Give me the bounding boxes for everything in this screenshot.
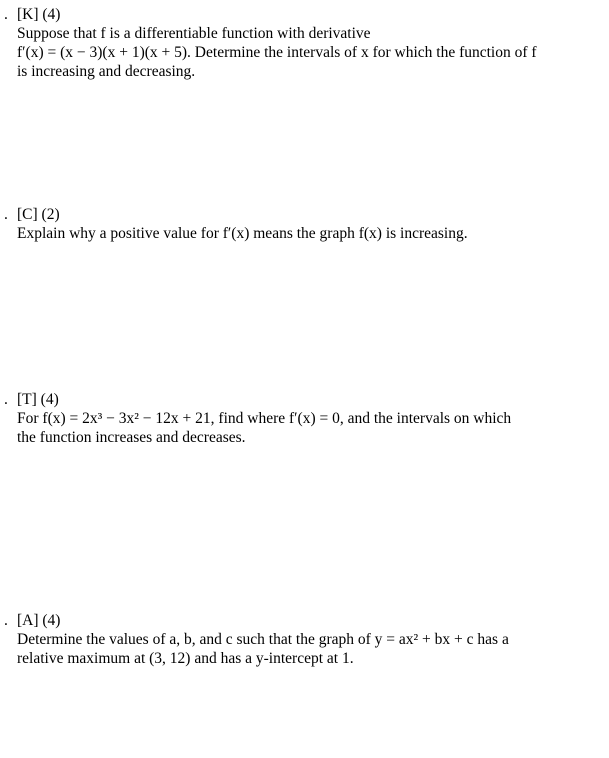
question-tag: [K] (4)	[17, 6, 61, 23]
question-tag: [T] (4)	[17, 391, 59, 408]
question-3	[0, 390, 600, 447]
question-tag: [A] (4)	[17, 612, 61, 629]
question-tag: [C] (2)	[17, 206, 60, 223]
question-text-line: the function increases and decreases.	[17, 429, 246, 446]
question-bullet: .	[4, 391, 8, 408]
question-text-line: f′(x) = (x − 3)(x + 1)(x + 5). Determine the intervals of x for which the function of f	[17, 44, 537, 61]
question-1	[0, 5, 600, 81]
question-4	[0, 611, 600, 668]
question-bullet: .	[4, 6, 8, 23]
question-text-line: Determine the values of a, b, and c such that the graph of y = ax² + bx + c has a	[17, 631, 509, 648]
question-bullet: .	[4, 206, 8, 223]
question-2	[0, 205, 600, 243]
question-text-line: is increasing and decreasing.	[17, 63, 196, 80]
question-text-line: Suppose that f is a differentiable function with derivative	[17, 25, 371, 42]
question-text-line: Explain why a positive value for f′(x) means the graph f(x) is increasing.	[17, 225, 468, 242]
question-bullet: .	[4, 612, 8, 629]
question-text-line: relative maximum at (3, 12) and has a y-intercept at 1.	[17, 650, 354, 667]
question-text-line: For f(x) = 2x³ − 3x² − 12x + 21, find where f′(x) = 0, and the intervals on which	[17, 410, 512, 427]
